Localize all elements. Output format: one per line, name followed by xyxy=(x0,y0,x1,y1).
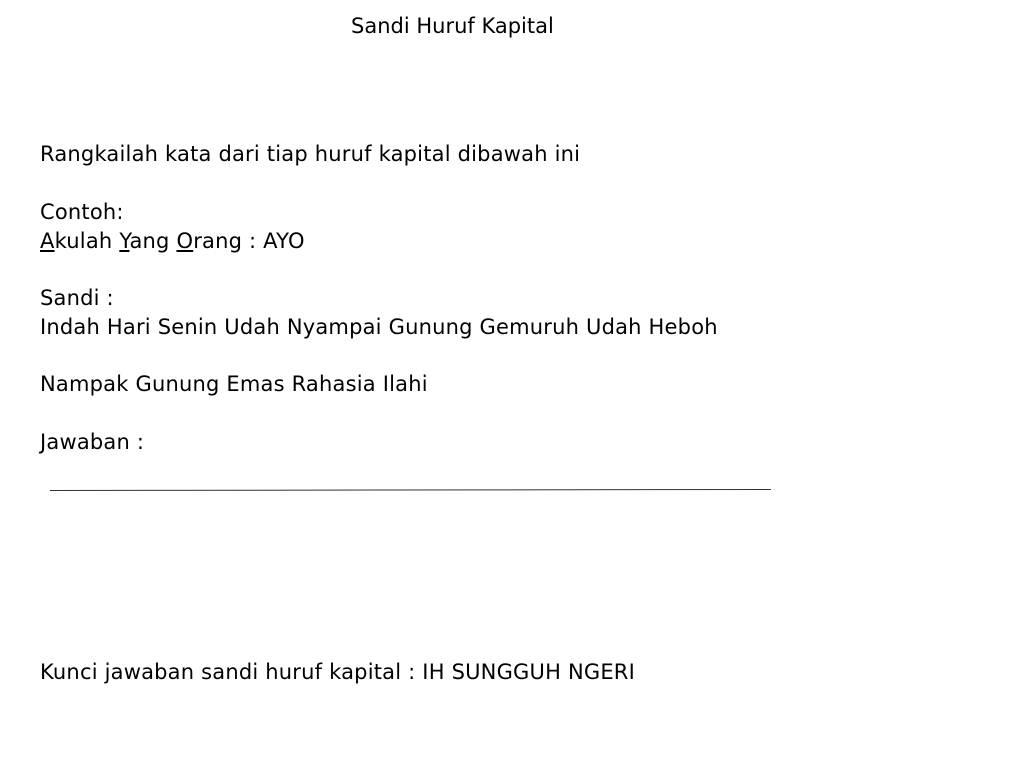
cipher-line-1: Indah Hari Senin Udah Nyampai Gunung Gemuruh Udah Heboh xyxy=(40,315,718,339)
example-result: AYO xyxy=(263,229,305,253)
instruction-text: Rangkailah kata dari tiap huruf kapital dibawah ini xyxy=(40,142,581,166)
example-label: Contoh: xyxy=(40,200,124,224)
example-separator: : xyxy=(242,229,264,253)
answer-key-text: Kunci jawaban sandi huruf kapital : IH SUNGGUH NGERI xyxy=(40,660,635,684)
example-rest-2: ang xyxy=(129,229,170,253)
example-initial-1: A xyxy=(40,229,55,253)
example-initial-2: Y xyxy=(119,229,130,253)
cipher-line-2: Nampak Gunung Emas Rahasia Ilahi xyxy=(40,372,428,396)
answer-write-line xyxy=(50,489,771,491)
answer-label: Jawaban : xyxy=(40,430,145,454)
cipher-label: Sandi : xyxy=(40,286,114,310)
example-initial-3: O xyxy=(176,229,194,253)
example-line xyxy=(40,227,305,255)
example-rest-1: kulah xyxy=(54,229,113,253)
example-rest-3: rang xyxy=(193,229,243,253)
page-title: Sandi Huruf Kapital xyxy=(351,14,554,38)
